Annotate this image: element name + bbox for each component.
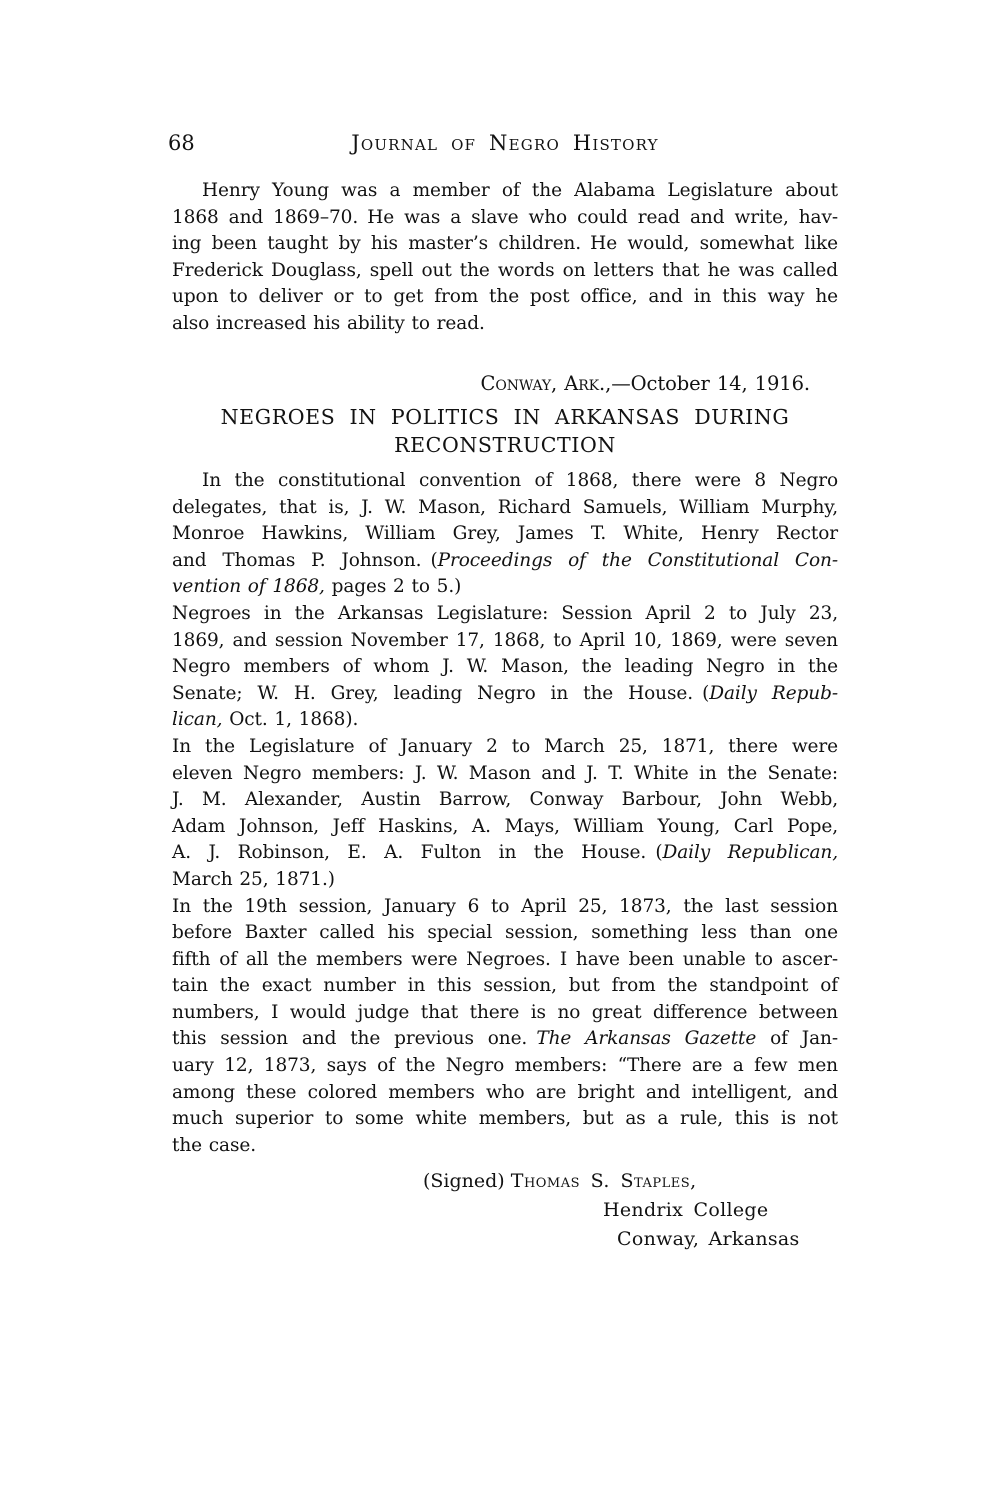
text-line: eleven Negro members: J. W. Mason and J. T. White in the Senate: — [172, 762, 838, 784]
text-line: much superior to some white members, but as a rule, this is not — [172, 1108, 838, 1130]
text-line: 1869, and session November 17, 1868, to April 10, 1869, were seven — [172, 629, 838, 651]
signature-affiliation: Hendrix College — [603, 1199, 769, 1221]
text-line: Frederick Douglass, spell out the words on letters that he was called — [172, 259, 838, 281]
text-line: before Baxter called his special session, something less than one — [172, 922, 838, 944]
journal-title: Journal of Negro History — [351, 131, 659, 155]
text-line: In the Legislature of January 2 to March 25, 1871, there were — [172, 735, 838, 757]
text-line: In the 19th session, January 6 to April 25, 1873, the last session — [172, 895, 838, 917]
text-line: and Thomas P. Johnson. (Proceedings of the Constitutional Con- — [172, 549, 838, 571]
signed-label: (Signed) — [423, 1170, 511, 1192]
text-line: Senate; W. H. Grey, leading Negro in the House. (Daily Repub- — [172, 682, 838, 704]
text-line: A. J. Robinson, E. A. Fulton in the House. (Daily Republican, — [172, 842, 838, 864]
text-line: Negro members of whom J. W. Mason, the leading Negro in the — [172, 656, 838, 678]
text-line: the case. — [172, 1134, 256, 1156]
text-line: this session and the previous one. The Arkansas Gazette of Jan- — [172, 1028, 839, 1050]
intro-paragraph — [172, 178, 838, 338]
signature-block — [172, 1167, 838, 1254]
dateline-date: —October 14, 1916. — [611, 372, 810, 395]
dateline-place: Conway, Ark., — [480, 372, 612, 395]
text-line: In the constitutional convention of 1868, there were 8 Negro — [202, 470, 838, 491]
text-line: uary 12, 1873, says of the Negro members: “There are a few men — [172, 1055, 838, 1077]
text-line: Negroes in the Arkansas Legislature: Session April 2 to July 23, — [172, 602, 838, 624]
text-line: 1868 and 1869–70. He was a slave who could read and write, hav- — [172, 206, 838, 228]
text-line: Monroe Hawkins, William Grey, James T. White, Henry Rector — [172, 523, 838, 545]
signature-location: Conway, Arkansas — [617, 1228, 800, 1250]
text-line: Henry Young was a member of the Alabama Legislature about — [202, 180, 838, 201]
text-line: Adam Johnson, Jeff Haskins, A. Mays, William Young, Carl Pope, — [172, 815, 838, 837]
running-head — [168, 130, 838, 157]
text-line: also increased his ability to read. — [172, 312, 485, 334]
text-line: vention of 1868, pages 2 to 5.) — [172, 576, 462, 598]
text-line: upon to deliver or to get from the post office, and in this way he — [172, 286, 838, 308]
text-line: March 25, 1871.) — [172, 868, 335, 890]
text-line: lican, Oct. 1, 1868). — [172, 709, 359, 731]
text-line: fifth of all the members were Negroes. I have been unable to ascer- — [172, 948, 838, 970]
article-body — [172, 468, 838, 1159]
text-line: J. M. Alexander, Austin Barrow, Conway Barbour, John Webb, — [172, 789, 838, 811]
text-line: among these colored members who are bright and intelligent, and — [172, 1081, 838, 1103]
article-heading-line1: NEGROES IN POLITICS IN ARKANSAS DURING — [220, 405, 790, 429]
text-line: tain the exact number in this session, but from the standpoint of — [172, 975, 838, 997]
text-line: ing been taught by his master’s children. He would, somewhat like — [172, 233, 838, 255]
article-heading-line2: RECONSTRUCTION — [394, 433, 616, 457]
signature-name: Thomas S. Staples, — [510, 1170, 697, 1192]
signature-name-line — [172, 1167, 838, 1196]
paragraph-legislature-1869 — [172, 601, 838, 734]
text-line: numbers, I would judge that there is no great difference between — [172, 1001, 838, 1023]
dateline — [172, 371, 838, 398]
paragraph-legislature-1871 — [172, 734, 838, 894]
paragraph-session-1873 — [172, 894, 838, 1160]
text-line: delegates, that is, J. W. Mason, Richard Samuels, William Murphy, — [172, 496, 838, 518]
paragraph-convention — [172, 468, 838, 601]
page-number: 68 — [168, 131, 195, 155]
